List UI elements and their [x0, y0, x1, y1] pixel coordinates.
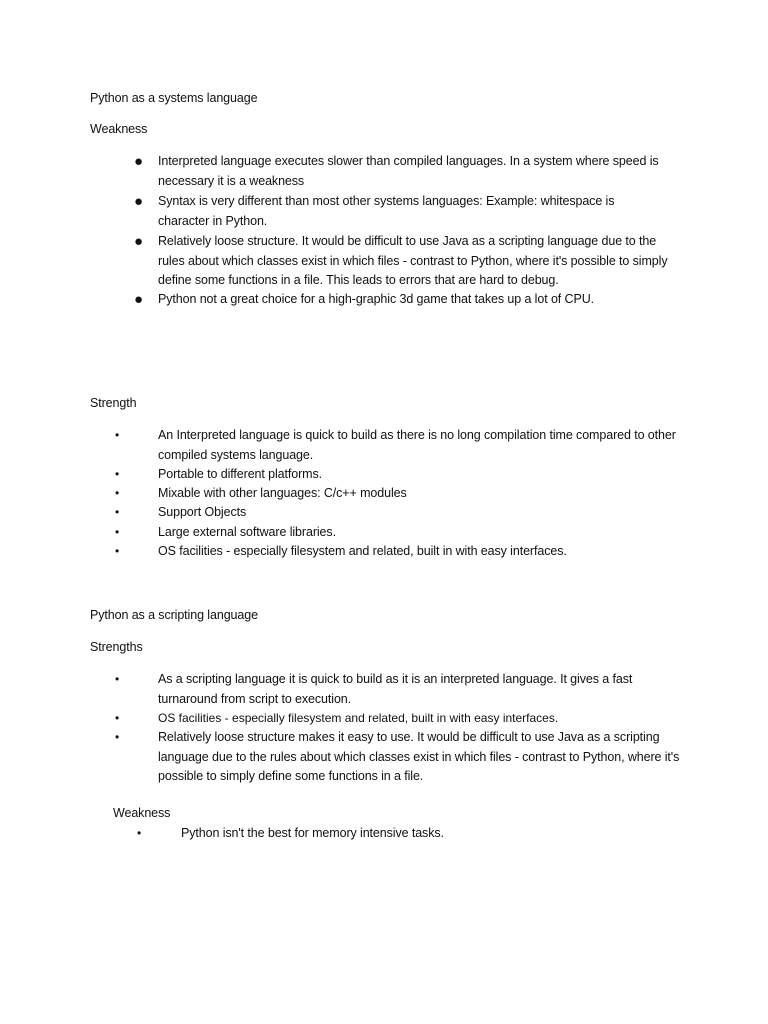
- list-item-text: Interpreted language executes slower than compiled languages. In a system where speed is necessary it is a weakness: [158, 154, 659, 188]
- bullet-icon: •: [115, 544, 120, 558]
- list-item-text: Mixable with other languages: C/c++ modules: [158, 486, 407, 500]
- bullet-icon: •: [115, 730, 120, 744]
- list-item-text: Relatively loose structure makes it easy to use. It would be difficult to use Java as a scripting language due to the rules about which classes exist in which files - contrast to Python, where it's possible to simply define some functions in a file.: [158, 730, 680, 783]
- list-item-text: Large external software libraries.: [158, 525, 336, 539]
- bullet-icon: ●: [134, 153, 144, 170]
- list-item-text: OS facilities - especially filesystem and related, built in with easy interfaces.: [158, 544, 567, 558]
- list-item-text: Support Objects: [158, 505, 247, 519]
- list-item-text: Relatively loose structure. It would be difficult to use Java as a scripting language due to the rules about which classes exist in which files - contrast to Python, where it's possible to simply define some functions in a file. This leads to errors that are hard to debug.: [158, 234, 668, 287]
- list-item-text: Portable to different platforms.: [158, 467, 323, 481]
- bullet-icon: •: [115, 672, 120, 686]
- bullet-icon: •: [115, 486, 120, 500]
- bullet-icon: •: [137, 826, 142, 840]
- bullet-icon: •: [115, 525, 120, 539]
- bullet-icon: ●: [134, 233, 144, 250]
- bullet-icon: •: [115, 711, 120, 725]
- bullet-icon: ●: [134, 291, 144, 308]
- list-item-text: As a scripting language it is quick to build as it is an interpreted language. It gives a fast turnaround from script to execution.: [158, 672, 633, 706]
- section-heading-weakness: Weakness: [90, 122, 148, 136]
- list-item-text: Syntax is very different than most other systems languages: Example: whitespace is character in Python.: [158, 194, 615, 228]
- list-item-text: OS facilities - especially filesystem and related, built in with easy interfaces.: [158, 711, 559, 725]
- section-heading-strengths: Strengths: [90, 640, 143, 654]
- bullet-icon: •: [115, 505, 120, 519]
- bullet-icon: •: [115, 467, 120, 481]
- list-item-text: Python isn't the best for memory intensive tasks.: [181, 826, 444, 840]
- bullet-icon: •: [115, 428, 120, 442]
- page-title: Python as a systems language: [90, 91, 258, 105]
- bullet-icon: ●: [134, 193, 144, 210]
- section-heading-strength: Strength: [90, 396, 137, 410]
- section-title-scripting: Python as a scripting language: [90, 608, 258, 622]
- list-item-text: An Interpreted language is quick to build as there is no long compilation time compared to other compiled systems language.: [158, 428, 676, 462]
- section-heading-weakness-scripting: Weakness: [113, 806, 171, 820]
- list-item-text: Python not a great choice for a high-graphic 3d game that takes up a lot of CPU.: [158, 292, 595, 306]
